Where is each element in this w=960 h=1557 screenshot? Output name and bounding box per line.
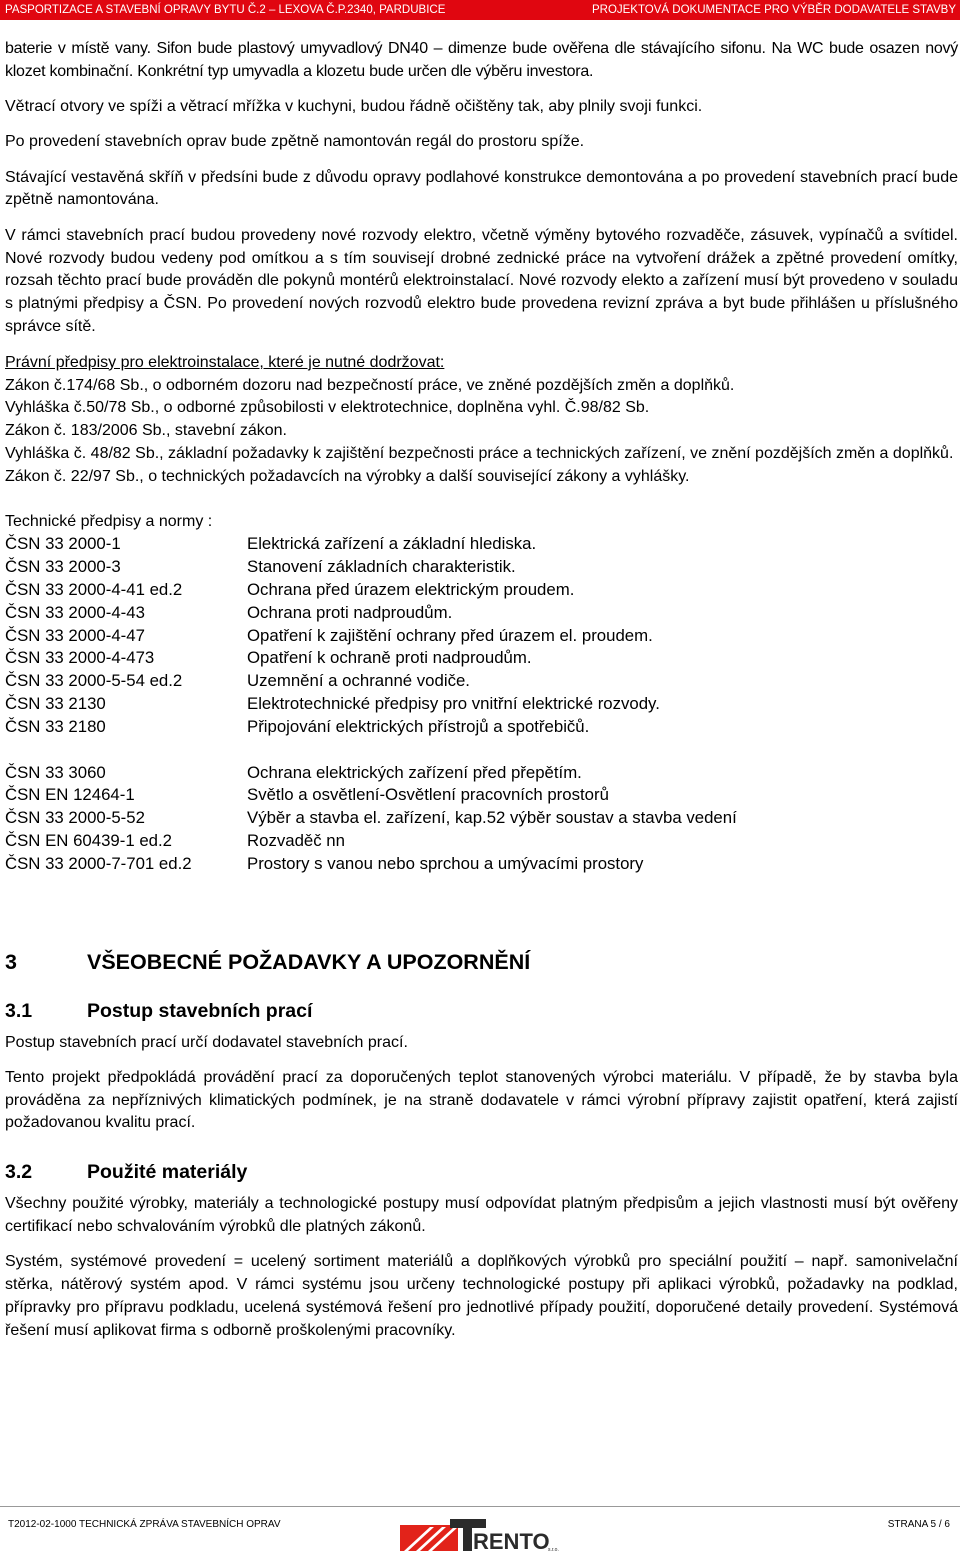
section-3-1-heading — [5, 998, 958, 1024]
standard-desc: Rozvaděč nn — [247, 830, 345, 850]
standard-code: ČSN 33 2180 — [5, 716, 106, 736]
standard-code: ČSN EN 12464-1 — [5, 785, 135, 805]
standard-desc: Opatření k zajištění ochrany před úrazem el. proudem. — [247, 625, 653, 645]
section-title: VŠEOBECNÉ POŽADAVKY A UPOZORNĚNÍ — [87, 949, 531, 974]
standard-desc: Uzemnění a ochranné vodiče. — [247, 671, 470, 691]
standard-code: ČSN 33 2000-4-47 — [5, 625, 145, 645]
law-item: Zákon č. 183/2006 Sb., stavební zákon. — [5, 422, 287, 440]
paragraph-temperatures: Tento projekt předpokládá provádění prací za doporučených teplot stanovených výrobci materiálu. V případě, že by stavba byla prováděna za nepříznivých klimatických podmínek, je na straně dodavatele v rámci výrobní přípravy zajistit opatření, která zajistí požadovanou kvalitu prací. — [5, 1068, 958, 1132]
standard-code: ČSN 33 2000-5-54 ed.2 — [5, 671, 183, 691]
standard-row — [5, 762, 958, 785]
standard-row — [5, 670, 958, 693]
section-number: 3.1 — [5, 999, 33, 1022]
standard-desc: Připojování elektrických přístrojů a spotřebičů. — [247, 716, 590, 736]
standard-desc: Elektrotechnické předpisy pro vnitřní elektrické rozvody. — [247, 693, 660, 713]
standard-code: ČSN 33 3060 — [5, 762, 106, 782]
standard-row — [5, 807, 958, 830]
standard-row — [5, 830, 958, 853]
standard-code: ČSN 33 2130 — [5, 693, 106, 713]
standard-code: ČSN 33 2000-7-701 ed.2 — [5, 853, 192, 873]
standard-code: ČSN EN 60439-1 ed.2 — [5, 830, 172, 850]
section-title: Postup stavebních prací — [87, 999, 313, 1022]
trento-logo — [400, 1515, 572, 1555]
standard-row — [5, 784, 958, 807]
standard-desc: Světlo a osvětlení-Osvětlení pracovních prostorů — [247, 785, 609, 805]
standard-code: ČSN 33 2000-1 — [5, 534, 121, 554]
standard-desc: Výběr a stavba el. zařízení, kap.52 výběr soustav a stavba vedení — [247, 808, 737, 828]
logo-suffix: s.r.o. — [548, 1547, 559, 1553]
section-title: Použité materiály — [87, 1161, 248, 1184]
standards-title: Technické předpisy a normy : — [5, 512, 213, 530]
page-header — [0, 0, 960, 20]
standard-row — [5, 579, 958, 602]
law-item: Zákon č. 22/97 Sb., o technických požadavcích na výrobky a další související zákony a vyhlášky. — [5, 467, 690, 485]
header-document-type: PROJEKTOVÁ DOKUMENTACE PRO VÝBĚR DODAVATELE STAVBY — [591, 4, 956, 16]
paragraph-wardrobe: Stávající vestavěná skříň v předsíni bude z důvodu opravy podlahové konstrukce demontována a po provedení stavebních prací bude zpětně namontována. — [5, 168, 958, 209]
standard-row — [5, 556, 958, 579]
laws-section — [5, 352, 958, 489]
law-item: Vyhláška č.50/78 Sb., o odborné způsobilosti v elektrotechnice, doplněna vyhl. Č.98/82 Sb. — [5, 399, 650, 417]
footer-page-number: STRANA 5 / 6 — [887, 1519, 950, 1530]
standard-desc: Stanovení základních charakteristik. — [247, 557, 516, 577]
paragraph-shelf: Po provedení stavebních oprav bude zpětně namontován regál do prostoru spíže. — [5, 133, 585, 151]
paragraph-electrical: V rámci stavebních prací budou provedeny nové rozvody elektro, včetně výměny bytového rozvaděče, zásuvek, vypínačů a svítidel. Nové rozvody budou vedeny pod omítkou a s tím souvisejí drobné zednické práce na vytvoření drážek a zpětné provedení omítky, rozsah těchto prací bude prováděn dle pokynů montérů elektroinstalací. Nové rozvody elekto a zařízení musí být provedeno v souladu s platnými předpisy a ČSN. Po provedení nových rozvodů elektro bude provedena revizní zpráva a byt bude přihlášen u příslušného správce sítě. — [5, 226, 958, 335]
standard-desc: Ochrana elektrických zařízení před přepětím. — [247, 762, 582, 782]
law-item: Vyhláška č. 48/82 Sb., základní požadavky k zajištění bezpečnosti práce a technických zařízení, ve znění pozdějších změn a doplňků. — [5, 444, 954, 462]
standard-row — [5, 716, 958, 739]
standard-desc: Prostory s vanou nebo sprchou a umývacími prostory — [247, 853, 644, 873]
standard-row — [5, 693, 958, 716]
standards-section — [5, 511, 958, 876]
law-item: Zákon č.174/68 Sb., o odborném dozoru nad bezpečností práce, ve zněné pozdějších změn a doplňků. — [5, 376, 735, 394]
page-footer — [0, 1506, 960, 1557]
logo-t-stem — [463, 1519, 472, 1551]
laws-title: Právní předpisy pro elektroinstalace, které je nutné dodržovat: — [5, 353, 445, 371]
footer-document-id: T2012-02-1000 TECHNICKÁ ZPRÁVA STAVEBNÍCH OPRAV — [8, 1519, 281, 1530]
standard-code: ČSN 33 2000-4-43 — [5, 602, 145, 622]
page-content — [5, 38, 958, 1342]
standard-row — [5, 647, 958, 670]
logo-wordmark: RENTO — [473, 1529, 550, 1554]
standard-row — [5, 533, 958, 556]
standard-code: ČSN 33 2000-3 — [5, 557, 121, 577]
header-project-title: PASPORTIZACE A STAVEBNÍ OPRAVY BYTU Č.2 – LEXOVA Č.P.2340, PARDUBICE — [5, 4, 446, 16]
paragraph-ventilation: Větrací otvory ve spíži a větrací mřížka v kuchyni, budou řádně očištěny tak, aby plnily svoji funkci. — [5, 98, 703, 116]
standard-desc: Opatření k ochraně proti nadproudům. — [247, 648, 532, 668]
standard-desc: Ochrana proti nadproudům. — [247, 602, 453, 622]
section-3-2-heading — [5, 1159, 958, 1185]
paragraph-procedure: Postup stavebních prací určí dodavatel stavebních prací. — [5, 1033, 408, 1051]
paragraph-plumbing: baterie v místě vany. Sifon bude plastový umyvadlový DN40 – dimenze bude ověřena dle stávajícího sifonu. Na WC bude osazen nový klozet kombinační. Konkrétní typ umyvadla a klozetu bude určen dle výběru investora. — [5, 40, 958, 80]
section-number: 3.2 — [5, 1161, 33, 1184]
standard-row — [5, 602, 958, 625]
standard-desc: Elektrická zařízení a základní hlediska. — [247, 534, 537, 554]
paragraph-materials: Všechny použité výrobky, materiály a technologické postupy musí odpovídat platným předpisům a jejich vlastnosti musí být ověřeny certifikací nebo schvalováním výrobků dle platných zákonů. — [5, 1195, 958, 1235]
standard-code: ČSN 33 2000-4-41 ed.2 — [5, 579, 183, 599]
paragraph-systems: Systém, systémové provedení = ucelený sortiment materiálů a doplňkových výrobků pro speciální použití – např. samonivelační stěrka, nátěrový systém apod. V rámci systému jsou určeny technologické postupy při aplikaci výrobků, požadavky na podklad, přípravky pro přípravu podkladu, ucelená systémová řešení pro jednotlivé případy použití, doporučené detaily provedení. Systémová řešení musí aplikovat firma s odborně proškolenými pracovníky. — [5, 1253, 958, 1339]
section-3-heading — [5, 948, 958, 976]
standard-code: ČSN 33 2000-4-473 — [5, 648, 155, 668]
standard-row — [5, 625, 958, 648]
standard-code: ČSN 33 2000-5-52 — [5, 808, 145, 828]
section-number: 3 — [5, 949, 17, 974]
standard-row — [5, 853, 958, 876]
standard-desc: Ochrana před úrazem elektrickým proudem. — [247, 579, 575, 599]
